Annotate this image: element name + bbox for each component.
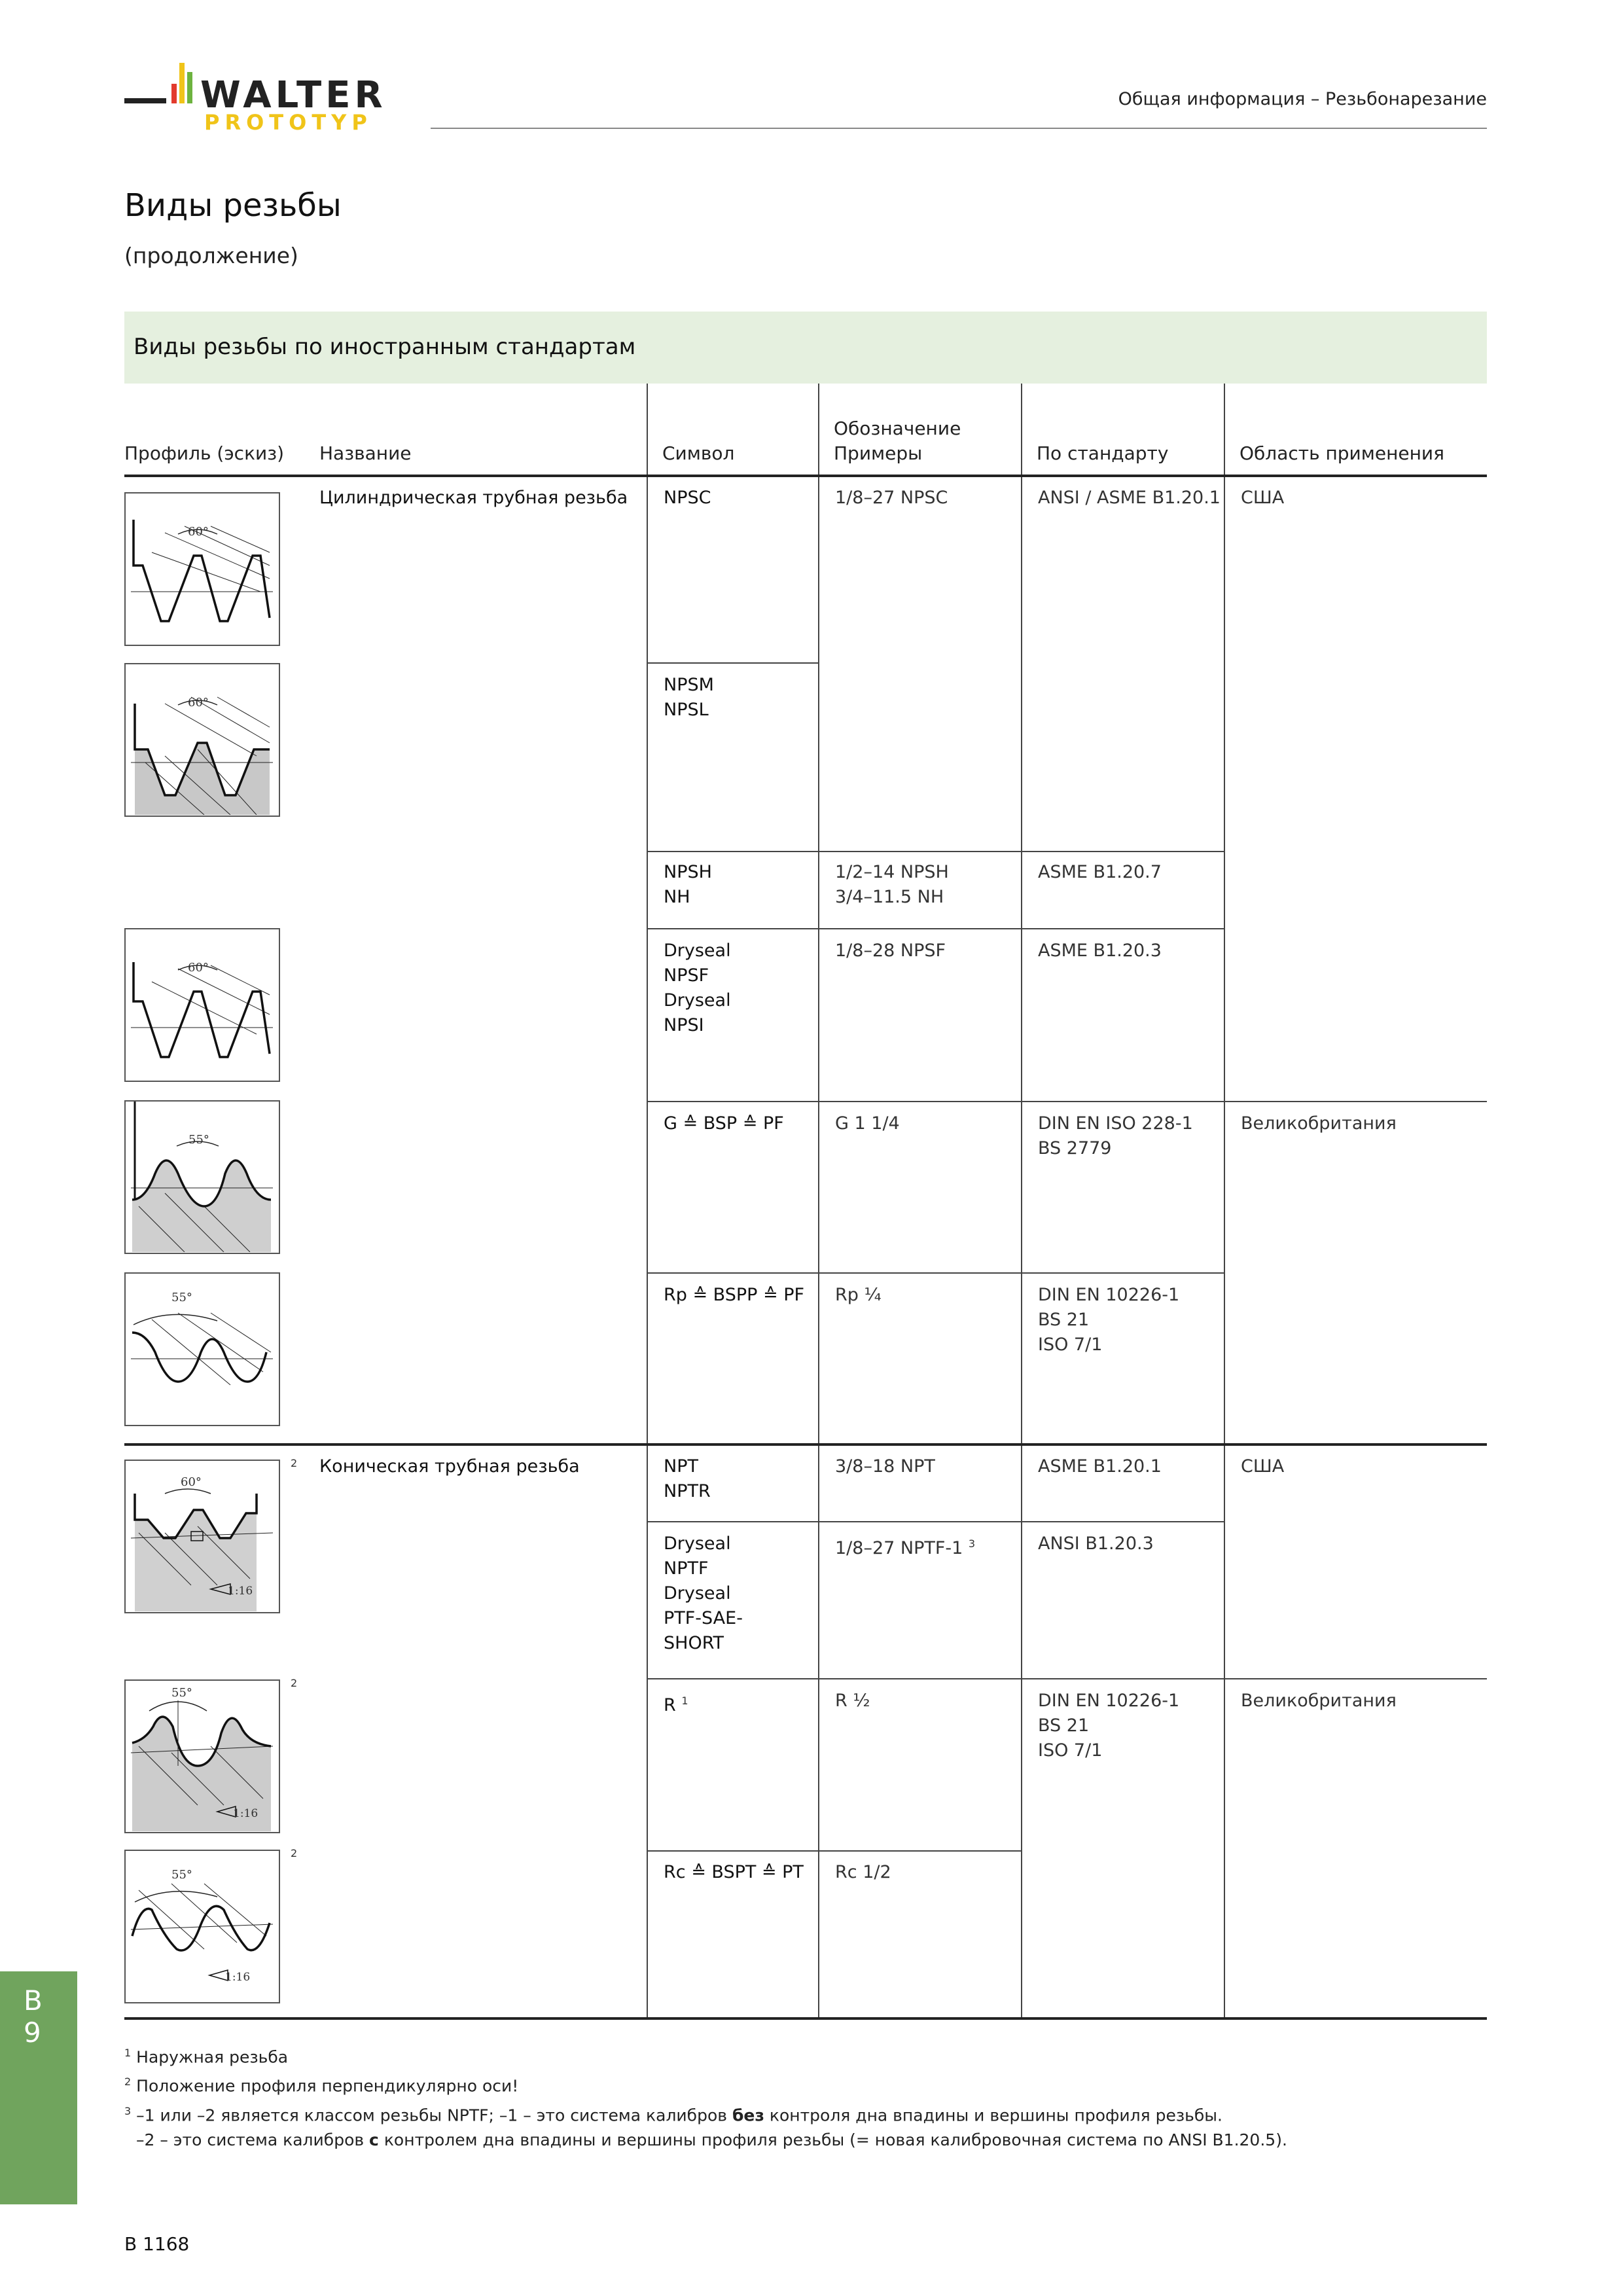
svg-text:60°: 60° — [181, 1475, 202, 1489]
logo-wordmark: WALTER — [200, 74, 387, 117]
example-cell: 3/4–11.5 NH — [835, 887, 944, 907]
example-cell: R ½ — [835, 1691, 870, 1711]
table-row-divider — [647, 1272, 1224, 1274]
table-row-divider — [647, 1101, 1487, 1102]
symbol-cell: G ≙ BSP ≙ PF — [664, 1113, 784, 1134]
footnote-ref: 1 — [681, 1695, 688, 1707]
logo-bar-icon — [187, 72, 192, 103]
symbol-cell: NPSM — [664, 675, 714, 695]
header-title: Общая информация – Резьбонарезание — [1118, 89, 1487, 109]
symbol-cell: Dryseal — [664, 990, 731, 1011]
column-header-designation: Обозначение — [834, 418, 961, 439]
thread-profile-sketch — [124, 1272, 280, 1426]
thread-55-internal-profile-icon — [126, 1274, 278, 1424]
chapter-tab — [0, 1971, 77, 2204]
thread-55-taper-profile-icon — [126, 1681, 278, 1831]
thread-60-taper-profile-icon — [126, 1461, 278, 1611]
svg-text:55°: 55° — [171, 1686, 192, 1700]
example-cell: 1/8–28 NPSF — [835, 941, 946, 961]
thread-60-dryseal-profile-icon — [126, 929, 278, 1080]
symbol-cell: NH — [664, 887, 690, 907]
footnote-ref: 2 — [291, 1677, 298, 1689]
footnote-text: –1 или –2 является классом резьбы NPTF; –1 – это система калибров — [136, 2105, 732, 2125]
symbol-cell: Dryseal — [664, 941, 731, 961]
table-column-divider — [1021, 384, 1022, 2017]
footnote-ref: 2 — [291, 1457, 298, 1469]
symbol-cell: Dryseal — [664, 1534, 731, 1554]
symbol-text: R — [664, 1695, 676, 1715]
thread-profile-sketch — [124, 492, 280, 646]
table-row-divider — [647, 928, 1224, 929]
thread-60-profile-icon — [126, 493, 278, 644]
symbol-cell — [664, 1689, 688, 1718]
footnote-text: контролем дна впадины и вершины профиля резьбы (= новая калибровочная система по ANSI B1.20.5). — [378, 2130, 1287, 2149]
table-header-rule — [124, 475, 1487, 477]
thread-profile-sketch — [124, 928, 280, 1082]
section-heading — [124, 312, 1487, 384]
symbol-cell: NPSH — [664, 862, 712, 882]
example-cell: 3/8–18 NPT — [835, 1456, 935, 1477]
footnote-text: –2 – это система калибров — [136, 2130, 370, 2149]
example-cell: G 1 1/4 — [835, 1113, 900, 1134]
footnote-mark: 1 — [124, 2047, 132, 2059]
footnote-emphasis: с — [369, 2130, 379, 2149]
logo-bar-icon — [179, 63, 185, 103]
standard-cell: BS 21 — [1038, 1310, 1090, 1330]
chapter-tab-label: B 9 — [24, 1984, 46, 2049]
section-heading-text: Виды резьбы по иностранным стандартам — [134, 334, 636, 360]
footnote-mark: 2 — [124, 2075, 132, 2089]
symbol-cell: Rp ≙ BSPP ≙ PF — [664, 1285, 805, 1305]
column-header-profile: Профиль (эскиз) — [124, 442, 285, 464]
symbol-cell: Rc ≙ BSPT ≙ PT — [664, 1862, 804, 1882]
page-subtitle: (продолжение) — [124, 243, 298, 268]
thread-group-conical: Коническая трубная резьба — [319, 1456, 580, 1477]
walter-logo — [124, 58, 399, 136]
example-text: 1/8–27 NPTF-1 — [835, 1538, 963, 1558]
svg-text:55°: 55° — [171, 1868, 192, 1882]
footnote-3-continued — [124, 2128, 1287, 2153]
footnote-text: Положение профиля перпендикулярно оси! — [136, 2076, 519, 2096]
standard-cell: DIN EN ISO 228-1 — [1038, 1113, 1193, 1134]
thread-profile-sketch — [124, 663, 280, 817]
symbol-cell: PTF-SAE- — [664, 1608, 743, 1628]
table-column-divider — [647, 384, 648, 2017]
thread-profile-sketch — [124, 1850, 280, 2003]
logo-bar-icon — [124, 98, 166, 103]
thread-55-whitworth-profile-icon — [126, 1102, 278, 1252]
symbol-cell: NPSC — [664, 488, 711, 508]
svg-text:60°: 60° — [188, 525, 209, 539]
thread-profile-sketch — [124, 1460, 280, 1613]
example-cell: Rp ¼ — [835, 1285, 882, 1305]
column-header-application: Область применения — [1240, 442, 1444, 464]
logo-bar-icon — [171, 84, 177, 103]
thread-group-cylindrical: Цилиндрическая трубная резьба — [319, 488, 628, 508]
column-header-symbol: Символ — [662, 442, 735, 464]
standard-cell: ASME B1.20.1 — [1038, 1456, 1162, 1477]
standard-cell: ISO 7/1 — [1038, 1335, 1103, 1355]
standard-cell: BS 2779 — [1038, 1138, 1112, 1158]
table-group-rule — [124, 1443, 1487, 1446]
column-header-examples: Примеры — [834, 442, 923, 464]
region-cell: США — [1241, 488, 1285, 508]
example-cell: 1/2–14 NPSH — [835, 862, 949, 882]
example-cell — [835, 1532, 975, 1561]
table-column-divider — [818, 384, 819, 2017]
table-row-divider — [647, 1521, 1224, 1522]
standard-cell: BS 21 — [1038, 1715, 1090, 1736]
svg-text:55°: 55° — [171, 1291, 192, 1304]
footnote-text: контроля дна впадины и вершины профиля резьбы. — [764, 2105, 1222, 2125]
svg-text:1:16: 1:16 — [225, 1971, 251, 1984]
svg-text:60°: 60° — [188, 696, 209, 709]
header-divider — [431, 128, 1487, 129]
example-cell: 1/8–27 NPSC — [835, 488, 948, 508]
table-row-divider — [647, 1678, 1487, 1679]
standard-cell: ASME B1.20.7 — [1038, 862, 1162, 882]
page-number: B 1168 — [124, 2233, 190, 2255]
footnote-mark: 3 — [124, 2104, 132, 2117]
table-row-divider — [647, 1850, 1021, 1852]
standard-cell: DIN EN 10226-1 — [1038, 1691, 1180, 1711]
region-cell: США — [1241, 1456, 1285, 1477]
page-title: Виды резьбы — [124, 187, 342, 224]
symbol-cell: NPSI — [664, 1015, 704, 1035]
symbol-cell: SHORT — [664, 1633, 724, 1653]
footnote-ref: 2 — [291, 1847, 298, 1859]
footnotes — [124, 2041, 1287, 2153]
symbol-cell: Dryseal — [664, 1583, 731, 1604]
table-bottom-rule — [124, 2017, 1487, 2020]
svg-text:60°: 60° — [188, 961, 209, 975]
thread-55-taper-internal-profile-icon — [126, 1851, 278, 2001]
footnote-ref: 3 — [968, 1537, 976, 1550]
thread-profile-sketch — [124, 1679, 280, 1833]
footnote-1 — [124, 2041, 1287, 2070]
thread-profile-sketch — [124, 1100, 280, 1254]
standard-cell: ISO 7/1 — [1038, 1740, 1103, 1761]
symbol-cell: NPT — [664, 1456, 698, 1477]
footnote-3 — [124, 2099, 1287, 2128]
column-header-standard: По стандарту — [1037, 442, 1169, 464]
thread-60-mating-profile-icon — [126, 664, 278, 815]
column-header-name: Название — [319, 442, 412, 464]
footnote-emphasis: без — [732, 2105, 764, 2125]
standard-cell: DIN EN 10226-1 — [1038, 1285, 1180, 1305]
table-row-divider — [647, 662, 818, 664]
standard-cell: ANSI B1.20.3 — [1038, 1534, 1154, 1554]
symbol-cell: NPTR — [664, 1481, 711, 1501]
table-column-divider — [1224, 384, 1225, 2017]
svg-text:55°: 55° — [188, 1133, 209, 1147]
symbol-cell: NPTF — [664, 1558, 709, 1579]
svg-text:1:16: 1:16 — [228, 1585, 253, 1598]
symbol-cell: NPSL — [664, 700, 709, 720]
svg-text:1:16: 1:16 — [233, 1807, 259, 1820]
region-cell: Великобритания — [1241, 1691, 1397, 1711]
symbol-cell: NPSF — [664, 965, 709, 986]
region-cell: Великобритания — [1241, 1113, 1397, 1134]
logo-subwordmark: PROTOTYP — [204, 110, 372, 135]
footnote-text: Наружная резьба — [136, 2047, 289, 2067]
example-cell: Rc 1/2 — [835, 1862, 891, 1882]
footnote-2 — [124, 2070, 1287, 2098]
table-row-divider — [647, 851, 1224, 852]
standard-cell: ANSI / ASME B1.20.1 — [1038, 488, 1221, 508]
standard-cell: ASME B1.20.3 — [1038, 941, 1162, 961]
